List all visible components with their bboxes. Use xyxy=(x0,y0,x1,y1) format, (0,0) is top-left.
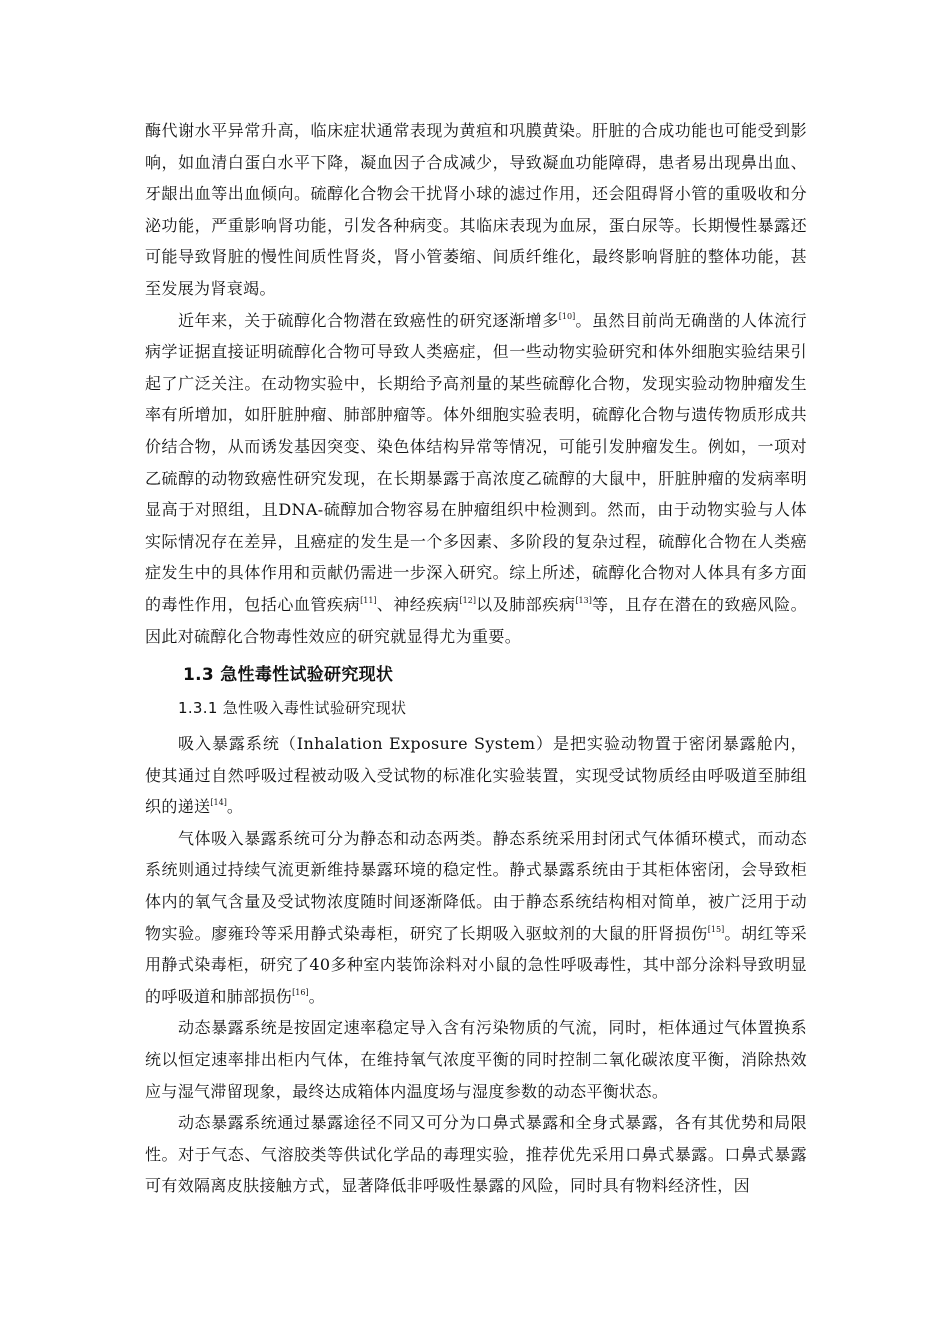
subsection-heading: 1.3.1 急性吸入毒性试验研究现状 xyxy=(178,699,407,718)
citation-ref: [11] xyxy=(360,595,377,605)
paragraph-text: 等，且存在潜在的致癌风险。因此对硫醇化合物毒性效应的研究就显得尤为重要。 xyxy=(145,594,807,646)
citation-ref: [14] xyxy=(210,798,227,808)
citation-ref: [13] xyxy=(575,595,592,605)
citation-ref: [10] xyxy=(558,311,576,321)
paragraph-text: 以及肺部疾病 xyxy=(475,594,576,614)
paragraph-text: 气体吸入暴露系统可分为静态和动态两类。静态系统采用封闭式气体循环模式，而动态系统则通过持续气流更新维持暴露环境的稳定性。静式暴露系统由于其柜体密闭，会导致柜体内的氧气含量及受试物浓度随时间逐渐降低。由于静态系统结构相对简单，被广泛用于动物实验。廖雍玲等采用静式染毒柜，研究了长期吸入驱蚊剂的大鼠的肝肾损伤 xyxy=(145,828,807,943)
citation-ref: [12] xyxy=(459,595,476,605)
citation-ref: [15] xyxy=(707,924,725,934)
paragraph-text: 吸入暴露系统（Inhalation Exposure System）是把实验动物置于密闭暴露舱内，使其通过自然呼吸过程被动吸入受试物的标准化实验装置，实现受试物质经由呼吸道至肺组织的递送 xyxy=(145,734,807,817)
paragraph-text: 。 xyxy=(226,797,244,817)
citation-ref: [16] xyxy=(292,987,309,997)
section-heading: 1.3 急性毒性试验研究现状 xyxy=(183,665,394,686)
paragraph-text: 、神经疾病 xyxy=(376,594,460,614)
paragraph-inhalation-system xyxy=(145,728,807,823)
paragraph-carcinogenicity xyxy=(145,305,807,653)
paragraph-text: 。虽然目前尚无确凿的人体流行病学证据直接证明硫醇化合物可导致人类癌症，但一些动物实验研究和体外细胞实验结果引起了广泛关注。在动物实验中，长期给予高剂量的某些硫醇化合物，发现实验动物肿瘤发生率有所增加，如肝脏肿瘤、肺部肿瘤等。体外细胞实验表明，硫醇化合物与遗传物质形成共价结合物，从而诱发基因突变、染色体结构异常等情况，可能引发肿瘤发生。例如，一项对乙硫醇的动物致癌性研究发现，在长期暴露于高浓度乙硫醇的大鼠中，肝脏肿瘤的发病率明显高于对照组，且DNA-硫醇加合物容易在肿瘤组织中检测到。然而，由于动物实验与人体实际情况存在差异，且癌症的发生是一个多因素、多阶段的复杂过程，硫醇化合物在人类癌症发生中的具体作用和贡献仍需进一步深入研究。综上所述，硫醇化合物对人体具有多方面的毒性作用，包括心血管疾病 xyxy=(145,310,807,614)
paragraph-text: 近年来，关于硫醇化合物潜在致癌性的研究逐渐增多 xyxy=(178,310,559,330)
paragraph-text: 。 xyxy=(308,986,325,1006)
paragraph-text: 。胡红等采用静式染毒柜，研究了40多种室内装饰涂料对小鼠的急性呼吸毒性，其中部分涂料导致明显的呼吸道和肺部损伤 xyxy=(145,923,807,1006)
paragraph-dynamic-system: 动态暴露系统是按固定速率稳定导入含有污染物质的气流，同时，柜体通过气体置换系统以恒定速率排出柜内气体，在维持氧气浓度平衡的同时控制二氧化碳浓度平衡，消除热效应与湿气滞留现象，最终达成箱体内温度场与湿度参数的动态平衡状态。 xyxy=(145,1018,807,1101)
paragraph-exposure-routes: 动态暴露系统通过暴露途径不同又可分为口鼻式暴露和全身式暴露，各有其优势和局限性。对于气态、气溶胶类等供试化学品的毒理实验，推荐优先采用口鼻式暴露。口鼻式暴露可有效隔离皮肤接触方式，显著降低非呼吸性暴露的风险，同时具有物料经济性，因 xyxy=(145,1113,807,1196)
paragraph-static-dynamic xyxy=(145,823,807,1013)
paragraph-liver-kidney-toxicity: 酶代谢水平异常升高，临床症状通常表现为黄疸和巩膜黄染。肝脏的合成功能也可能受到影响，如血清白蛋白水平下降，凝血因子合成减少，导致凝血功能障碍，患者易出现鼻出血、牙龈出血等出血倾向。硫醇化合物会干扰肾小球的滤过作用，还会阻碍肾小管的重吸收和分泌功能，严重影响肾功能，引发各种病变。其临床表现为血尿，蛋白尿等。长期慢性暴露还可能导致肾脏的慢性间质性肾炎，肾小管萎缩、间质纤维化，最终影响肾脏的整体功能，甚至发展为肾衰竭。 xyxy=(145,121,807,298)
page-body xyxy=(145,115,807,1202)
